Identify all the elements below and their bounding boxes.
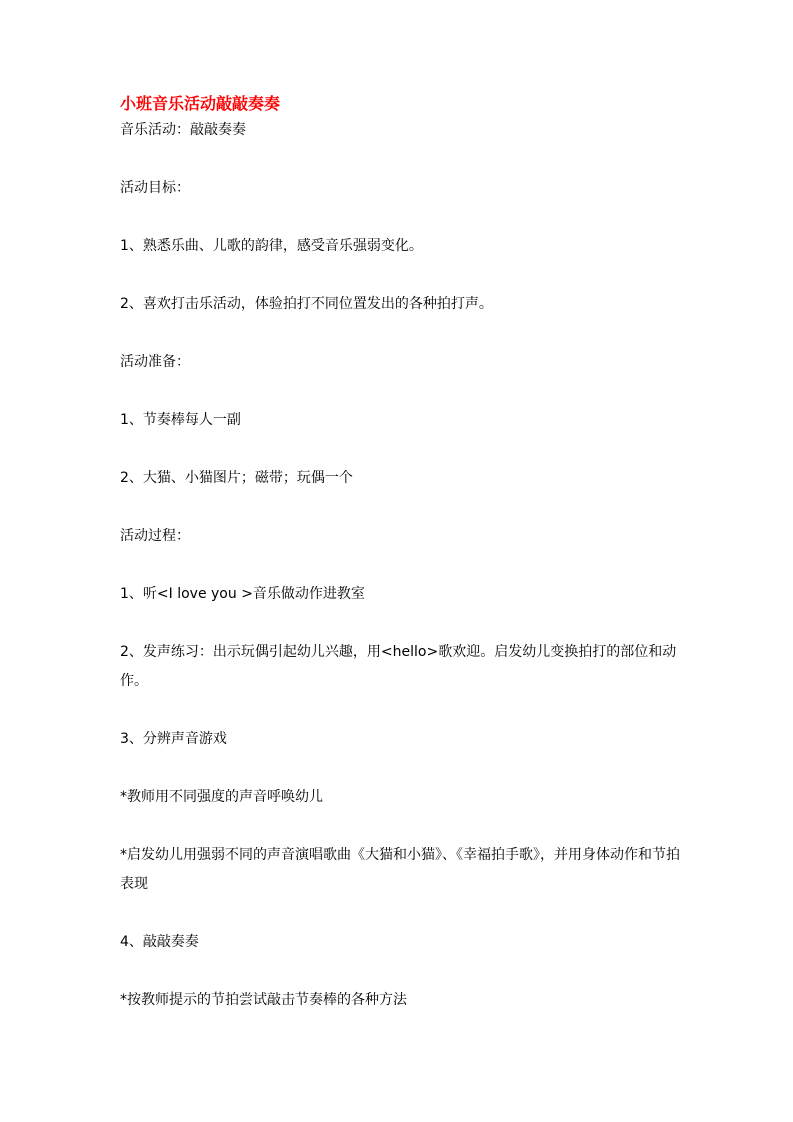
paragraph-process-2: 2、发声练习：出示玩偶引起幼儿兴趣，用<hello>歌欢迎。启发幼儿变换拍打的部位和动作。 — [120, 644, 677, 689]
paragraph-process-3-item-2: *启发幼儿用强弱不同的声音演唱歌曲《大猫和小猫》、《幸福拍手歌》，并用身体动作和节拍表现 — [120, 847, 680, 892]
paragraph-process-3-item-1: *教师用不同强度的声音呼唤幼儿 — [120, 789, 323, 805]
paragraph-prep-2: 2、大猫、小猫图片；磁带；玩偶一个 — [120, 470, 353, 486]
paragraph-process-4: 4、敲敲奏奏 — [120, 934, 199, 950]
document-body — [120, 92, 680, 1015]
paragraph-goal-2: 2、喜欢打击乐活动，体验拍打不同位置发出的各种拍打声。 — [120, 296, 493, 312]
paragraph-process-4-item-1: *按教师提示的节拍尝试敲击节奏棒的各种方法 — [120, 992, 407, 1008]
heading-activity-preparation: 活动准备： — [120, 354, 190, 370]
paragraph-prep-1: 1、节奏棒每人一副 — [120, 412, 241, 428]
document-title: 小班音乐活动敲敲奏奏 — [120, 94, 281, 113]
paragraph-activity-name: 音乐活动：敲敲奏奏 — [120, 122, 246, 138]
heading-activity-goals: 活动目标： — [120, 180, 190, 196]
heading-activity-process: 活动过程： — [120, 528, 190, 544]
paragraph-process-1: 1、听<I love you >音乐做动作进教室 — [120, 586, 365, 602]
paragraph-goal-1: 1、熟悉乐曲、儿歌的韵律，感受音乐强弱变化。 — [120, 238, 423, 254]
paragraph-process-3: 3、分辨声音游戏 — [120, 731, 227, 747]
